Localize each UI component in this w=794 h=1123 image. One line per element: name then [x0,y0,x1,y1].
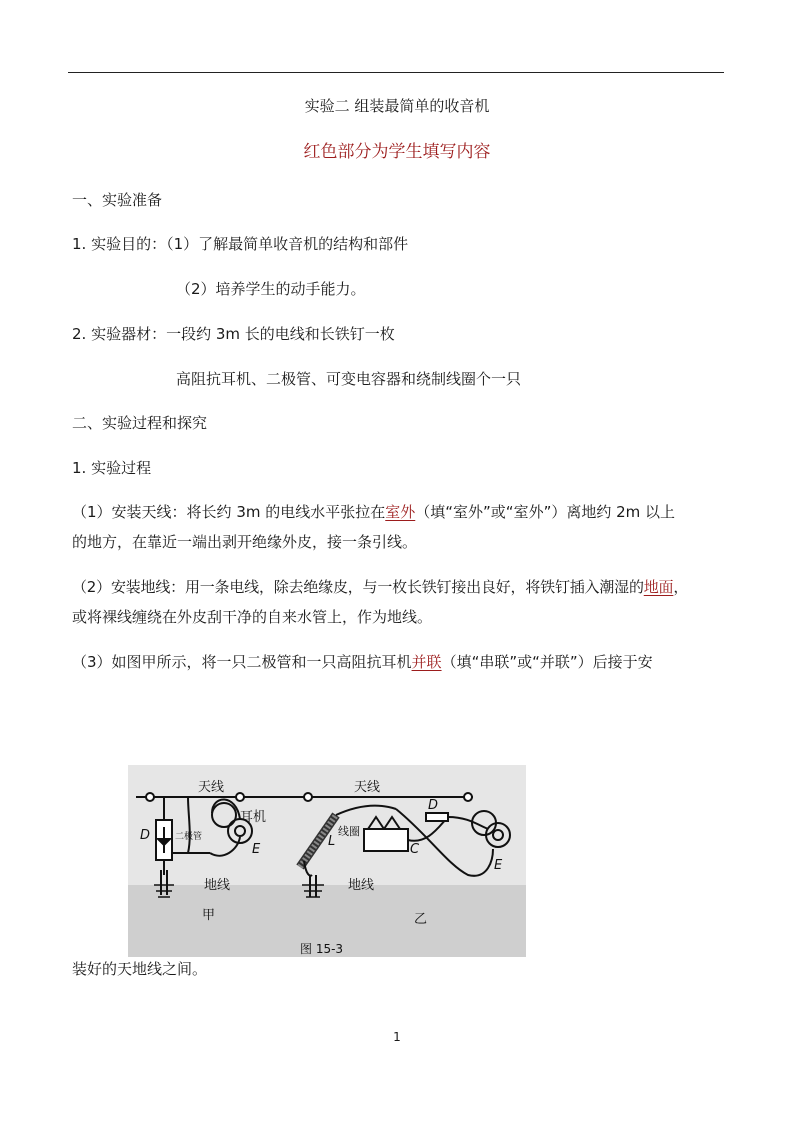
step-3-line-1: （3）如图甲所示，将一只二极管和一只高阻抗耳机并联（填“串联”或“并联”）后接于安 [72,653,653,671]
label-right-ground: 地线 [348,878,375,893]
label-right-caption: 乙 [414,912,428,927]
label-diode-letter: D [140,828,151,843]
section-1-heading: 一、实验准备 [72,191,163,209]
label-left-caption: 甲 [202,908,216,923]
step-2-line-1: （2）安装地线：用一条电线，除去绝缘皮，与一枚长铁钉接出良好，将铁钉插入潮湿的地面， [72,578,689,596]
answer-ground: 地面 [643,578,674,596]
label-coil: 线圈 [338,825,360,838]
page-number: 1 [393,1030,401,1044]
equipment-line [72,323,395,345]
label-left-antenna: 天线 [198,780,225,795]
figure-caption: 图 15-3 [300,942,344,956]
label-left-e: E [252,842,261,857]
section-2-heading: 二、实验过程和探究 [72,414,208,432]
header-rule [68,72,724,73]
process-label: 1. 实验过程 [72,459,152,477]
answer-parallel: 并联 [411,653,442,671]
label-left-ground: 地线 [204,878,231,893]
circuit-diagram [128,765,526,957]
document-title: 实验二 组装最简单的收音机 [304,97,490,115]
purpose-item-1: （1）了解最简单收音机的结构和部件 [166,235,409,253]
label-right-e: E [494,858,503,873]
label-capacitor: C [410,842,420,857]
purpose-line [72,233,408,255]
label-right-antenna: 天线 [354,780,381,795]
step-1-line-2: 的地方，在靠近一端出剥开绝缘外皮，接一条引线。 [72,533,418,551]
label-earphone: 耳机 [240,810,267,825]
equipment-label: 2. 实验器材： [72,325,167,343]
step-3-line-2: 装好的天地线之间。 [72,960,208,978]
label-diode-text: 二极管 [175,832,203,842]
label-coil-letter: L [328,834,336,849]
label-right-d: D [428,798,439,813]
answer-outdoor: 室外 [385,503,416,521]
circuit-figure [128,765,526,957]
equipment-item-2: 高阻抗耳机、二极管、可变电容器和绕制线圈个一只 [176,370,522,388]
equipment-item-1: 一段约 3m 长的电线和长铁钉一枚 [166,325,395,343]
purpose-item-2: （2）培养学生的动手能力。 [176,280,366,298]
document-subtitle: 红色部分为学生填写内容 [303,142,491,162]
step-1-line-1: （1）安装天线：将长约 3m 的电线水平张拉在室外（填“室外”或“室外”）离地约 2m 以上 [72,503,676,521]
purpose-label: 1. 实验目的： [72,235,167,253]
step-2-line-2: 或将裸线缠绕在外皮刮干净的自来水管上，作为地线。 [72,608,433,626]
